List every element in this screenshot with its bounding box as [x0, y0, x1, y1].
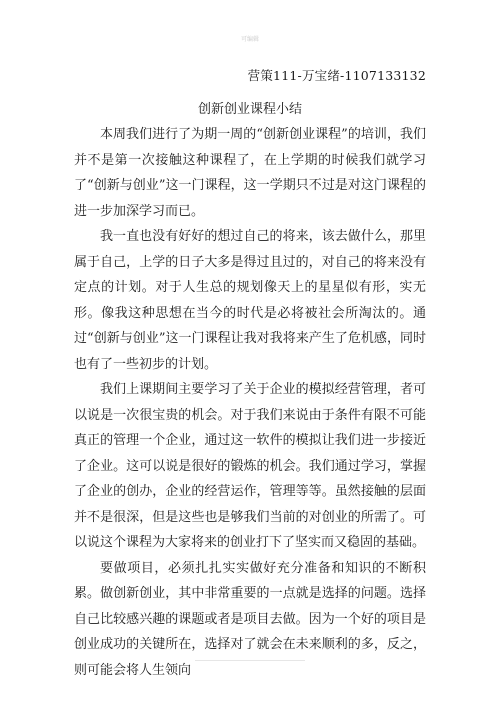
paragraph-4: 要做项目，必须扎扎实实做好充分准备和知识的不断积累。做创新创业，其中非常重要的一点就是选择的问题。选择自己比较感兴趣的课题或者是项目去做。因为一个好的项目是创业成功的关键所在，选择对了就会在未来顺利的多，反之，则可能会将人生领向 — [74, 560, 426, 678]
page-header-mark: 可编辑 — [240, 36, 259, 43]
footer-divider — [195, 660, 305, 661]
document-body — [74, 122, 426, 683]
paragraph-1: 本周我们进行了为期一周的“创新创业课程”的培训，我们并不是第一次接触这种课程了，在上学期的时候我们就学习了“创新与创业”这一门课程，这一学期只不过是对这门课程的进一步加深学习而已。 — [74, 127, 426, 219]
document-title: 创新创业课程小结 — [197, 102, 302, 117]
author-line: 营策111-万宝绪-1107133132 — [247, 68, 426, 83]
paragraph-2: 我一直也没有好好的想过自己的将来，该去做什么，那里属于自己，上学的日子大多是得过且过的，对自己的将来没有定点的计划。对于人生总的规划像天上的星星似有形，实无形。像我这种思想在当今的时代是必将被社会所淘汰的。通过“创新与创业”这一门课程让我对我将来产生了危机感，同时也有了一些初步的计划。 — [74, 229, 426, 372]
paragraph-3: 我们上课期间主要学习了关于企业的模拟经营管理，者可以说是一次很宝贵的机会。对于我们来说由于条件有限不可能真正的管理一个企业，通过这一软件的模拟让我们进一步接近了企业。这可以说是很好的锻炼的机会。我们通过学习，掌握了企业的创办，企业的经营运作，管理等等。虽然接触的层面并不是很深，但是这些也是够我们当前的对创业的所需了。可以说这个课程为大家将来的创业打下了坚实而又稳固的基础。 — [74, 382, 426, 550]
